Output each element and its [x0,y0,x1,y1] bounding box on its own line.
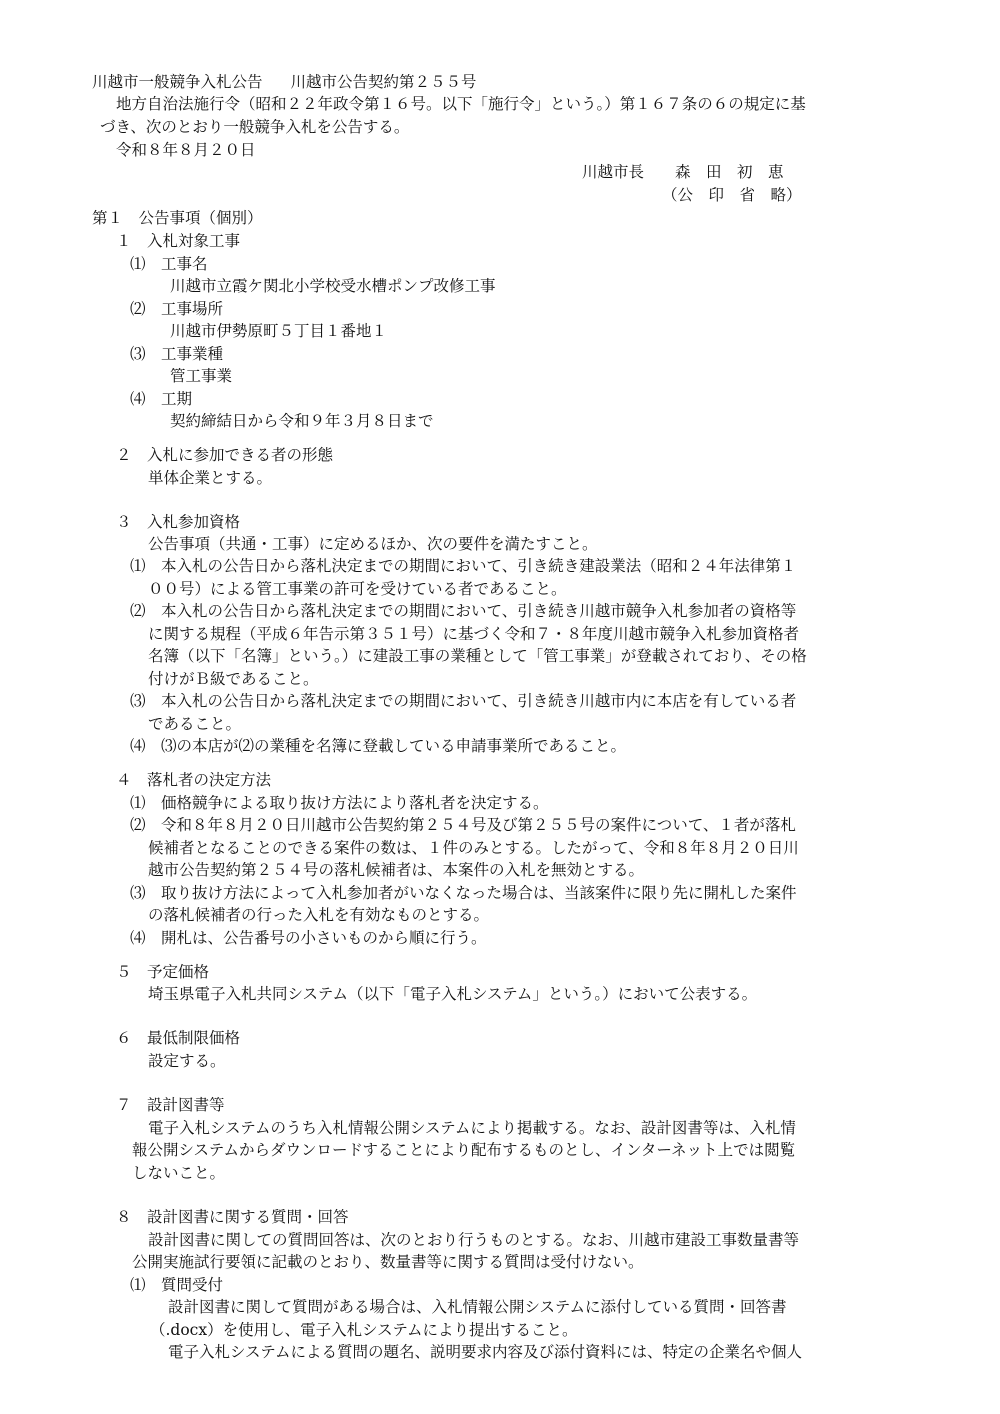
section1-heading: １ 入札対象工事 [116,232,241,250]
section1-item2-label: ⑵ 工事場所 [130,300,224,318]
section1-item1-value: 川越市立霞ケ関北小学校受水槽ポンプ改修工事 [170,277,496,295]
section4-item3-line2: の落札候補者の行った入札を有効なものとする。 [148,906,490,924]
section3-item4-line1: ⑷ ⑶の本店が⑵の業種を名簿に登載している申請事業所であること。 [130,737,627,755]
signer: 川越市長 森 田 初 恵 [582,163,784,181]
notice-title: 川越市一般競争入札公告 [92,73,263,91]
section4-item2-line3: 越市公告契約第２５４号の落札候補者は、本案件の入札を無効とする。 [148,861,645,879]
section1-item4-label: ⑷ 工期 [130,390,193,408]
seal-note: （公 印 省 略） [662,186,802,204]
section8-item1-line3: 電子入札システムによる質問の題名、説明要求内容及び添付資料には、特定の企業名や個人 [168,1343,802,1361]
section3-intro: 公告事項（共通・工事）に定めるほか、次の要件を満たすこと。 [148,535,598,553]
section6-heading: ６ 最低制限価格 [116,1029,241,1047]
section3-item2-line1: ⑵ 本入札の公告日から落札決定までの期間において、引き続き川越市競争入札参加者の資格等 [130,602,797,620]
section8-item1-line1: 設計図書に関して質問がある場合は、入札情報公開システムに添付している質問・回答書 [168,1298,787,1316]
section1-item3-label: ⑶ 工事業種 [130,345,224,363]
section8-item1-label: ⑴ 質問受付 [130,1276,224,1294]
section3-item1-line2: ００号）による管工事業の許可を受けている者であること。 [148,580,567,598]
section7-body-line3: しないこと。 [132,1164,226,1182]
section4-item1-line1: ⑴ 価格競争による取り抜け方法により落札者を決定する。 [130,794,549,812]
section8-body-line2: 公開実施試行要領に記載のとおり、数量書等に関する質問は受付けない。 [132,1253,644,1271]
section3-item3-line1: ⑶ 本入札の公告日から落札決定までの期間において、引き続き川越市内に本店を有している者 [130,692,797,710]
section3-item3-line2: であること。 [148,715,242,733]
section5-heading: ５ 予定価格 [116,963,210,981]
section8-body-line1: 設計図書に関しての質問回答は、次のとおり行うものとする。なお、川越市建設工事数量書等 [148,1231,800,1249]
section4-item4-line1: ⑷ 開札は、公告番号の小さいものから順に行う。 [130,929,487,947]
section6-body: 設定する。 [148,1052,226,1070]
section4-item2-line2: 候補者となることのできる案件の数は、１件のみとする。したがって、令和８年８月２０日川 [148,839,799,857]
section3-heading: ３ 入札参加資格 [116,513,241,531]
section1-item4-value: 契約締結日から令和９年３月８日まで [170,412,434,430]
section7-heading: ７ 設計図書等 [116,1096,225,1114]
section3-item2-line4: 付けがＢ級であること。 [148,670,319,688]
section4-item2-line1: ⑵ 令和８年８月２０日川越市公告契約第２５４号及び第２５５号の案件について、１者が落札 [130,816,796,834]
intro-line-1: 地方自治法施行令（昭和２２年政令第１６号。以下「施行令」という。）第１６７条の６の規定に基 [116,95,806,113]
notice-date: 令和８年８月２０日 [116,141,256,159]
section3-item2-line2: に関する規程（平成６年告示第３５１号）に基づく令和７・８年度川越市競争入札参加資格者 [148,625,800,643]
section7-body-line1: 電子入札システムのうち入札情報公開システムにより掲載する。なお、設計図書等は、入札情 [148,1119,796,1137]
section4-item3-line1: ⑶ 取り抜け方法によって入札参加者がいなくなった場合は、当該案件に限り先に開札した案件 [130,884,797,902]
section3-item2-line3: 名簿（以下「名簿」という。）に建設工事の業種として「管工事業」が登載されており、その格 [148,647,807,665]
section1-item2-value: 川越市伊勢原町５丁目１番地１ [170,322,388,340]
section7-body-line2: 報公開システムからダウンロードすることにより配布するものとし、インターネット上では閲覧 [132,1141,796,1159]
section1-item3-value: 管工事業 [170,367,233,385]
section2-heading: ２ 入札に参加できる者の形態 [116,446,334,464]
notice-number: 川越市公告契約第２５５号 [290,73,477,91]
intro-line-2: づき、次のとおり一般競争入札を公告する。 [100,118,410,136]
section8-item1-line2: （.docx）を使用し、電子入札システムにより提出すること。 [150,1321,578,1339]
part1-heading: 第１ 公告事項（個別） [92,209,263,227]
section1-item1-label: ⑴ 工事名 [130,255,208,273]
section4-heading: ４ 落札者の決定方法 [116,771,272,789]
notice-title-line [92,72,477,92]
section8-heading: ８ 設計図書に関する質問・回答 [116,1208,349,1226]
section2-body: 単体企業とする。 [148,469,273,487]
section3-item1-line1: ⑴ 本入札の公告日から落札決定までの期間において、引き続き建設業法（昭和２４年法律第１ [130,557,797,575]
section5-body: 埼玉県電子入札共同システム（以下「電子入札システム」という。）において公表する。 [148,985,758,1003]
